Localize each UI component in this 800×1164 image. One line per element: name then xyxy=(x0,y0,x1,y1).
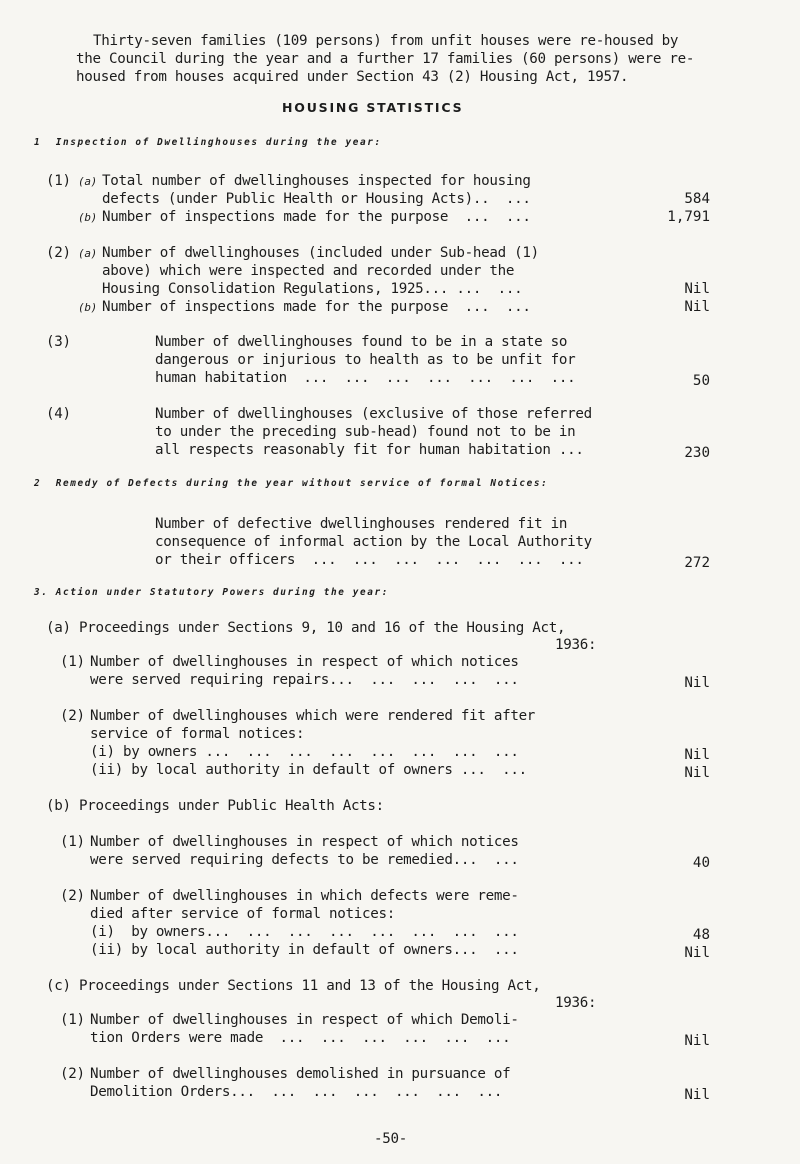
s1-i2-b-value: Nil xyxy=(684,299,710,315)
page-number: -50- xyxy=(374,1131,407,1147)
s3-a-i1-num: (1) xyxy=(60,654,85,670)
s1-i2-b-line-1: Number of inspections made for the purpose ... ... xyxy=(102,299,531,315)
s3-a-i2-sub-1: (i) by owners ... ... ... ... ... ... ... ... xyxy=(90,744,519,760)
s1-i2-b-label: (b) xyxy=(78,301,97,314)
s1-i2-num: (2) xyxy=(46,245,71,261)
s1-i4-line-1: Number of dwellinghouses (exclusive of those referred xyxy=(155,406,592,422)
s3-a-year: 1936: xyxy=(555,637,597,653)
s3-c-i2-line-2: Demolition Orders... ... ... ... ... ... ... xyxy=(90,1084,503,1100)
s3-b-i2-sub-1: (i) by owners... ... ... ... ... ... ... ... xyxy=(90,924,519,940)
s3-b-i2-sub-2-value: Nil xyxy=(684,945,710,961)
s3-c-year: 1936: xyxy=(555,995,597,1011)
s3-a-i2-line-2: service of formal notices: xyxy=(90,726,305,742)
s1-i3-line-2: dangerous or injurious to health as to be unfit for xyxy=(155,352,576,368)
s3-b-i2-num: (2) xyxy=(60,888,85,904)
s1-i1-b-line-1: Number of inspections made for the purpose ... ... xyxy=(102,209,531,225)
s1-i2-a-label: (a) xyxy=(78,247,97,260)
intro-line-3: housed from houses acquired under Section 43 (2) Housing Act, 1957. xyxy=(76,69,629,85)
s3-b-i2-sub-2: (ii) by local authority in default of owners... ... xyxy=(90,942,519,958)
s1-i3-value: 50 xyxy=(692,373,710,389)
s2-line-3: or their officers ... ... ... ... ... ... ... xyxy=(155,552,584,568)
s3-b-i2-sub-1-value: 48 xyxy=(692,927,710,943)
s3-b-i1-line-2: were served requiring defects to be remedied... ... xyxy=(90,852,519,868)
s3-a-i2-sub-2: (ii) by local authority in default of owners ... ... xyxy=(90,762,527,778)
s1-i3-line-1: Number of dwellinghouses found to be in a state so xyxy=(155,334,568,350)
s3-b-i1-line-1: Number of dwellinghouses in respect of which notices xyxy=(90,834,519,850)
s3-a-i2-sub-1-value: Nil xyxy=(684,747,710,763)
s1-i4-num: (4) xyxy=(46,406,71,422)
s1-i3-num: (3) xyxy=(46,334,71,350)
s1-i1-b-value: 1,791 xyxy=(667,209,710,225)
s3-a-i1-line-1: Number of dwellinghouses in respect of which notices xyxy=(90,654,519,670)
s3-a-i2-num: (2) xyxy=(60,708,85,724)
s1-i2-a-line-3: Housing Consolidation Regulations, 1925... ... ... xyxy=(102,281,523,297)
s3-b-i2-line-1: Number of dwellinghouses in which defects were reme- xyxy=(90,888,519,904)
intro-line-1: Thirty-seven families (109 persons) from unfit houses were re-housed by xyxy=(93,33,679,49)
s1-i1-num: (1) xyxy=(46,173,71,189)
section-3-heading: 3. Action under Statutory Powers during the year: xyxy=(34,587,389,598)
s1-i4-line-3: all respects reasonably fit for human habitation ... xyxy=(155,442,584,458)
s2-value: 272 xyxy=(684,555,710,571)
s3-b-i2-line-2: died after service of formal notices: xyxy=(90,906,395,922)
page-title: HOUSING STATISTICS xyxy=(282,100,464,115)
s3-c-i2-line-1: Number of dwellinghouses demolished in pursuance of xyxy=(90,1066,511,1082)
s3-c-i1-value: Nil xyxy=(684,1033,710,1049)
section-1-heading: 1 Inspection of Dwellinghouses during the year: xyxy=(34,137,382,148)
s3-a-i2-sub-2-value: Nil xyxy=(684,765,710,781)
s3-c-i2-num: (2) xyxy=(60,1066,85,1082)
s1-i4-line-2: to under the preceding sub-head) found not to be in xyxy=(155,424,576,440)
s1-i1-a-label: (a) xyxy=(78,175,97,188)
section-2-heading: 2 Remedy of Defects during the year without service of formal Notices: xyxy=(34,478,549,489)
s3-b-title: (b) Proceedings under Public Health Acts: xyxy=(46,798,384,814)
s3-a-title: (a) Proceedings under Sections 9, 10 and 16 of the Housing Act, xyxy=(46,620,566,636)
intro-line-2: the Council during the year and a further 17 families (60 persons) were re- xyxy=(76,51,695,67)
s3-b-i1-value: 40 xyxy=(692,855,710,871)
s3-a-i1-line-2: were served requiring repairs... ... ... ... ... xyxy=(90,672,519,688)
s3-c-i2-value: Nil xyxy=(684,1087,710,1103)
s3-c-i1-line-1: Number of dwellinghouses in respect of which Demoli- xyxy=(90,1012,519,1028)
s1-i1-b-label: (b) xyxy=(78,211,97,224)
s1-i3-line-3: human habitation ... ... ... ... ... ... ... xyxy=(155,370,576,386)
s2-line-1: Number of defective dwellinghouses rendered fit in xyxy=(155,516,568,532)
s1-i2-a-line-1: Number of dwellinghouses (included under Sub-head (1) xyxy=(102,245,539,261)
s2-line-2: consequence of informal action by the Local Authority xyxy=(155,534,592,550)
s3-c-i1-line-2: tion Orders were made ... ... ... ... ... ... xyxy=(90,1030,511,1046)
s1-i4-value: 230 xyxy=(684,445,710,461)
s1-i2-a-value: Nil xyxy=(684,281,710,297)
s3-a-i2-line-1: Number of dwellinghouses which were rendered fit after xyxy=(90,708,536,724)
s3-c-i1-num: (1) xyxy=(60,1012,85,1028)
s1-i1-a-value: 584 xyxy=(684,191,710,207)
s3-a-i1-value: Nil xyxy=(684,675,710,691)
s3-b-i1-num: (1) xyxy=(60,834,85,850)
s1-i1-a-line-1: Total number of dwellinghouses inspected for housing xyxy=(102,173,531,189)
s3-c-title: (c) Proceedings under Sections 11 and 13 of the Housing Act, xyxy=(46,978,541,994)
s1-i1-a-line-2: defects (under Public Health or Housing Acts).. ... xyxy=(102,191,531,207)
s1-i2-a-line-2: above) which were inspected and recorded under the xyxy=(102,263,515,279)
